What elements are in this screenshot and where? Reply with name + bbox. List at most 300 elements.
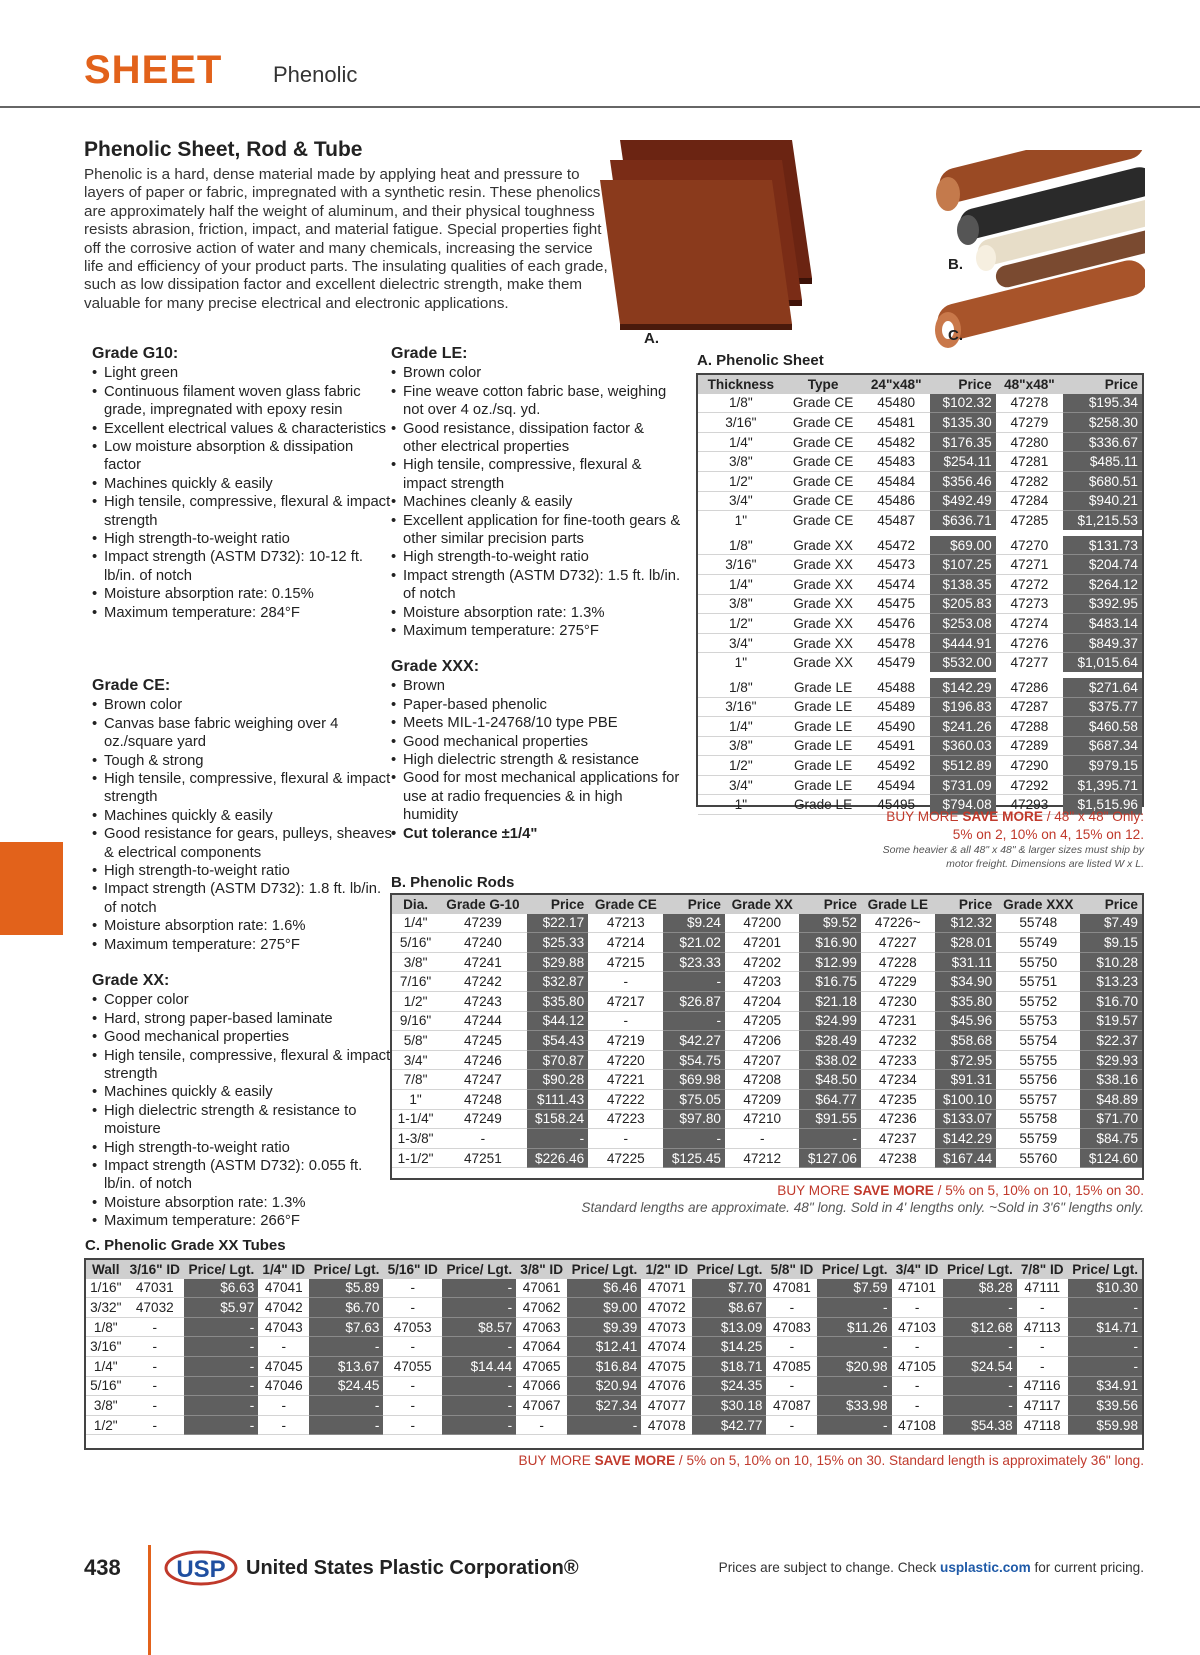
table-cell: 47234 bbox=[861, 1070, 935, 1090]
bullet-item: • Hard, strong paper-based laminate bbox=[92, 1010, 392, 1028]
table-cell: 47282 bbox=[996, 471, 1064, 491]
table-cell: 47245 bbox=[439, 1031, 527, 1051]
table-cell: 47108 bbox=[892, 1415, 943, 1435]
bullet-item: • Light green bbox=[92, 364, 392, 382]
table-cell: 47221 bbox=[588, 1070, 663, 1090]
column-header: Price/ Lgt. bbox=[309, 1260, 383, 1279]
grade-le-title: Grade LE: bbox=[391, 345, 468, 362]
table-cell: $13.23 bbox=[1080, 972, 1142, 992]
buy-more-strong: SAVE MORE bbox=[594, 1453, 676, 1468]
table-cell: $59.98 bbox=[1068, 1415, 1142, 1435]
table-cell: 45478 bbox=[862, 633, 930, 653]
column-header: Price/ Lgt. bbox=[567, 1260, 641, 1279]
product-intro: Phenolic is a hard, dense material made by applying heat and pressure to layers of paper or fabric, impregnated with a synthetic resin. These phenolics are approximately half the weight of aluminum, and their physical toughness resists abrasion, friction, impact, and material fatigue. Special properties fight off the corrosive action of water and many chemicals, increasing the service life and efficiency of your product parts. The insulating qualities of each grade, such as low dissipation factor and excellent dielectric strength, make them valuable for many precise electrical and electronic applications. bbox=[84, 166, 608, 312]
column-header: Price bbox=[663, 895, 725, 914]
table-cell: - bbox=[383, 1298, 442, 1318]
table-cell: - bbox=[588, 1129, 663, 1149]
table-cell: 47064 bbox=[516, 1337, 567, 1357]
bullet-item: • Moisture absorption rate: 1.6% bbox=[92, 917, 392, 935]
table-cell: - bbox=[309, 1396, 383, 1416]
table-cell: Grade CE bbox=[784, 511, 863, 533]
table-cell: 5/8" bbox=[392, 1031, 439, 1051]
table-row bbox=[392, 972, 1142, 992]
bullet-item: • Machines quickly & easily bbox=[92, 807, 392, 825]
table-cell: - bbox=[309, 1415, 383, 1435]
table-cell: 47113 bbox=[1017, 1317, 1068, 1337]
table-cell: 47278 bbox=[996, 394, 1064, 413]
rods-length-note: Standard lengths are approximate. 48" long. Sold in 4' lengths only. ~Sold in 3'6" lengths only. bbox=[581, 1200, 1144, 1215]
table-cell: $38.02 bbox=[799, 1050, 861, 1070]
table-cell: 47273 bbox=[996, 594, 1064, 614]
table-cell: 47277 bbox=[996, 653, 1064, 675]
bullet-item: • Impact strength (ASTM D732): 1.8 ft. lb/in. of notch bbox=[92, 880, 392, 917]
table-cell: 47228 bbox=[861, 952, 935, 972]
grade-xxx-tolerance: • Cut tolerance ±1/4" bbox=[391, 825, 681, 843]
table-cell: - bbox=[1017, 1356, 1068, 1376]
table-cell: $849.37 bbox=[1063, 633, 1142, 653]
table-cell: - bbox=[1017, 1337, 1068, 1357]
table-cell: 47101 bbox=[892, 1279, 943, 1298]
column-header: Price/ Lgt. bbox=[184, 1260, 258, 1279]
table-cell: 47055 bbox=[383, 1356, 442, 1376]
table-cell: - bbox=[766, 1298, 817, 1318]
buy-more-strong: SAVE MORE bbox=[853, 1183, 934, 1198]
table-cell: 47042 bbox=[258, 1298, 309, 1318]
buy-more-rest: / 48" x 48" Only: bbox=[1042, 809, 1144, 824]
table-cell: 55758 bbox=[996, 1109, 1080, 1129]
bullet-item: • High tensile, compressive, flexural & impact strength bbox=[92, 1047, 392, 1084]
table-cell: 47244 bbox=[439, 1011, 527, 1031]
table-cell: 47235 bbox=[861, 1089, 935, 1109]
table-cell: Grade CE bbox=[784, 452, 863, 472]
column-header: 1/2" ID bbox=[641, 1260, 692, 1279]
table-cell: - bbox=[126, 1356, 185, 1376]
column-header: 7/8" ID bbox=[1017, 1260, 1068, 1279]
table-cell: - bbox=[766, 1376, 817, 1396]
table-row bbox=[392, 1089, 1142, 1109]
table-cell: 45475 bbox=[862, 594, 930, 614]
table-cell: Grade XX bbox=[784, 614, 863, 634]
table-cell: 3/16" bbox=[698, 555, 784, 575]
table-cell: - bbox=[943, 1298, 1017, 1318]
table-cell: $483.14 bbox=[1063, 614, 1142, 634]
pricing-note-suffix: for current pricing. bbox=[1030, 1560, 1144, 1575]
bullet-item: • Copper color bbox=[92, 991, 392, 1009]
table-cell: $84.75 bbox=[1080, 1129, 1142, 1149]
table-cell: 5/16" bbox=[86, 1376, 126, 1396]
table-cell: $460.58 bbox=[1063, 717, 1142, 737]
table-cell: $97.80 bbox=[663, 1109, 725, 1129]
table-cell: Grade CE bbox=[784, 471, 863, 491]
column-header: 48"x48" bbox=[996, 375, 1064, 394]
table-cell: 47274 bbox=[996, 614, 1064, 634]
column-header: Price bbox=[799, 895, 861, 914]
table-cell: 45487 bbox=[862, 511, 930, 533]
table-cell: Grade XX bbox=[784, 574, 863, 594]
table-cell: $794.08 bbox=[930, 795, 996, 815]
table-cell: $6.63 bbox=[184, 1279, 258, 1298]
bullet-item: • Impact strength (ASTM D732): 10-12 ft. lb/in. of notch bbox=[92, 548, 392, 585]
table-cell: 47215 bbox=[588, 952, 663, 972]
buy-more-strong: SAVE MORE bbox=[962, 809, 1043, 824]
phenolic-rods-image bbox=[920, 150, 1145, 355]
table-cell: 45480 bbox=[862, 394, 930, 413]
table-row bbox=[392, 1031, 1142, 1051]
table-cell: 47062 bbox=[516, 1298, 567, 1318]
table-cell: $1,015.64 bbox=[1063, 653, 1142, 675]
table-cell: 47046 bbox=[258, 1376, 309, 1396]
table-cell: $44.12 bbox=[527, 1011, 589, 1031]
table-cell: 55751 bbox=[996, 972, 1080, 992]
table-row bbox=[698, 633, 1142, 653]
table-row bbox=[698, 511, 1142, 533]
table-cell: 47217 bbox=[588, 991, 663, 1011]
table-cell: $54.43 bbox=[527, 1031, 589, 1051]
table-cell: 47286 bbox=[996, 675, 1064, 697]
table-cell: 7/8" bbox=[392, 1070, 439, 1090]
bullet-item: • High tensile, compressive, flexural & impact strength bbox=[92, 770, 392, 807]
grade-g10-block bbox=[92, 345, 392, 622]
bullet-item: • Good mechanical properties bbox=[391, 733, 681, 751]
table-row bbox=[86, 1396, 1142, 1416]
grade-xxx-block bbox=[391, 658, 681, 843]
table-cell: 1/8" bbox=[698, 533, 784, 555]
table-cell: $20.94 bbox=[567, 1376, 641, 1396]
table-cell: 45490 bbox=[862, 717, 930, 737]
table-cell: 45474 bbox=[862, 574, 930, 594]
table-cell: 47281 bbox=[996, 452, 1064, 472]
sheet-buy-more bbox=[700, 809, 1144, 824]
table-cell: $24.99 bbox=[799, 1011, 861, 1031]
bullet-item: • Continuous filament woven glass fabric grade, impregnated with epoxy resin bbox=[92, 383, 392, 420]
column-header: Grade XX bbox=[725, 895, 800, 914]
header-divider bbox=[0, 106, 1200, 108]
grade-ce-list bbox=[92, 696, 392, 954]
table-cell: 47053 bbox=[383, 1317, 442, 1337]
table-cell: 47243 bbox=[439, 991, 527, 1011]
table-cell: Grade LE bbox=[784, 736, 863, 756]
table-cell: $979.15 bbox=[1063, 756, 1142, 776]
table-cell: $48.50 bbox=[799, 1070, 861, 1090]
sheet-table-title: A. Phenolic Sheet bbox=[697, 352, 824, 369]
column-header: 24"x48" bbox=[862, 375, 930, 394]
table-cell: $35.80 bbox=[527, 991, 589, 1011]
table-cell: $21.02 bbox=[663, 933, 725, 953]
table-cell: 1-3/8" bbox=[392, 1129, 439, 1149]
column-header: Grade CE bbox=[588, 895, 663, 914]
table-cell: - bbox=[184, 1376, 258, 1396]
table-cell: 47232 bbox=[861, 1031, 935, 1051]
table-cell: 1/4" bbox=[698, 717, 784, 737]
table-cell: 45483 bbox=[862, 452, 930, 472]
table-cell: 55756 bbox=[996, 1070, 1080, 1090]
table-cell: 55760 bbox=[996, 1148, 1080, 1168]
table-cell: 47103 bbox=[892, 1317, 943, 1337]
table-cell: 47287 bbox=[996, 697, 1064, 717]
image-label-a: A. bbox=[644, 330, 659, 347]
table-cell: 47229 bbox=[861, 972, 935, 992]
bullet-item: • High strength-to-weight ratio bbox=[92, 530, 392, 548]
table-cell: $195.34 bbox=[1063, 394, 1142, 413]
table-cell: 55753 bbox=[996, 1011, 1080, 1031]
website-link[interactable]: usplastic.com bbox=[940, 1560, 1031, 1575]
buy-more-prefix: BUY MORE bbox=[777, 1183, 854, 1198]
table-cell: 55755 bbox=[996, 1050, 1080, 1070]
table-cell: 47241 bbox=[439, 952, 527, 972]
buy-more-rest: / 5% on 5, 10% on 10, 15% on 30. Standard length is approximately 36" long. bbox=[675, 1453, 1144, 1468]
table-cell: $444.91 bbox=[930, 633, 996, 653]
grade-g10-list bbox=[92, 364, 392, 622]
table-cell: - bbox=[943, 1337, 1017, 1357]
table-cell: 3/8" bbox=[698, 736, 784, 756]
table-cell: - bbox=[663, 1129, 725, 1149]
table-cell: 47237 bbox=[861, 1129, 935, 1149]
table-cell: $24.45 bbox=[309, 1376, 383, 1396]
table-cell: 47205 bbox=[725, 1011, 800, 1031]
table-cell: Grade CE bbox=[784, 413, 863, 433]
table-cell: 47271 bbox=[996, 555, 1064, 575]
table-cell: $142.29 bbox=[935, 1129, 997, 1149]
table-cell: $1,515.96 bbox=[1063, 795, 1142, 815]
table-cell: $23.33 bbox=[663, 952, 725, 972]
table-cell: $241.26 bbox=[930, 717, 996, 737]
table-cell: 47220 bbox=[588, 1050, 663, 1070]
bullet-item: • Brown bbox=[391, 677, 681, 695]
grade-le-block bbox=[391, 345, 681, 641]
company-name: United States Plastic Corporation® bbox=[246, 1557, 579, 1579]
grade-ce-block bbox=[92, 677, 392, 954]
table-cell: 9/16" bbox=[392, 1011, 439, 1031]
table-cell: 47247 bbox=[439, 1070, 527, 1090]
table-row bbox=[86, 1356, 1142, 1376]
table-cell: - bbox=[663, 972, 725, 992]
table-row bbox=[698, 594, 1142, 614]
table-cell: - bbox=[126, 1317, 185, 1337]
table-cell: $31.11 bbox=[935, 952, 997, 972]
table-cell: 47225 bbox=[588, 1148, 663, 1168]
bullet-item: • Good resistance for gears, pulleys, sheaves & electrical components bbox=[92, 825, 392, 862]
bullet-item: • High strength-to-weight ratio bbox=[92, 862, 392, 880]
table-cell: 47065 bbox=[516, 1356, 567, 1376]
table-row bbox=[392, 1129, 1142, 1149]
table-cell: $10.30 bbox=[1068, 1279, 1142, 1298]
table-cell: $532.00 bbox=[930, 653, 996, 675]
table-cell: - bbox=[817, 1337, 891, 1357]
table-cell: - bbox=[799, 1129, 861, 1149]
table-cell: $264.12 bbox=[1063, 574, 1142, 594]
table-cell: $205.83 bbox=[930, 594, 996, 614]
table-cell: - bbox=[892, 1396, 943, 1416]
table-cell: 47041 bbox=[258, 1279, 309, 1298]
table-cell: - bbox=[943, 1376, 1017, 1396]
table-cell: - bbox=[817, 1298, 891, 1318]
table-row bbox=[698, 775, 1142, 795]
table-cell: $7.59 bbox=[817, 1279, 891, 1298]
table-cell: 47292 bbox=[996, 775, 1064, 795]
table-cell: - bbox=[126, 1376, 185, 1396]
table-cell: $9.52 bbox=[799, 914, 861, 933]
table-cell: $124.60 bbox=[1080, 1148, 1142, 1168]
table-cell: $69.98 bbox=[663, 1070, 725, 1090]
column-header: 3/8" ID bbox=[516, 1260, 567, 1279]
table-cell: 3/32" bbox=[86, 1298, 126, 1318]
table-cell: 47249 bbox=[439, 1109, 527, 1129]
table-cell: 47061 bbox=[516, 1279, 567, 1298]
table-cell: 47223 bbox=[588, 1109, 663, 1129]
bullet-item: • Maximum temperature: 275°F bbox=[391, 622, 681, 640]
table-cell: $5.97 bbox=[184, 1298, 258, 1318]
section-side-tab bbox=[0, 842, 63, 935]
table-cell: 1/2" bbox=[698, 614, 784, 634]
table-cell: $226.46 bbox=[527, 1148, 589, 1168]
bullet-item: • Moisture absorption rate: 1.3% bbox=[391, 604, 681, 622]
table-cell: - bbox=[817, 1376, 891, 1396]
table-cell: $5.89 bbox=[309, 1279, 383, 1298]
table-cell: $26.87 bbox=[663, 991, 725, 1011]
table-cell: 55757 bbox=[996, 1089, 1080, 1109]
table-row bbox=[698, 432, 1142, 452]
table-cell: $39.56 bbox=[1068, 1396, 1142, 1416]
table-cell: 47066 bbox=[516, 1376, 567, 1396]
table-cell: - bbox=[516, 1415, 567, 1435]
bullet-item: • Machines quickly & easily bbox=[92, 475, 392, 493]
table-cell: Grade CE bbox=[784, 432, 863, 452]
table-cell: 47270 bbox=[996, 533, 1064, 555]
table-cell: 1-1/2" bbox=[392, 1148, 439, 1168]
table-row bbox=[392, 1011, 1142, 1031]
table-cell: - bbox=[588, 972, 663, 992]
table-row bbox=[392, 1050, 1142, 1070]
table-cell: 5/16" bbox=[392, 933, 439, 953]
table-cell: - bbox=[892, 1337, 943, 1357]
table-cell: 47074 bbox=[641, 1337, 692, 1357]
table-cell: 47233 bbox=[861, 1050, 935, 1070]
column-header: Thickness bbox=[698, 375, 784, 394]
table-cell: 3/8" bbox=[698, 452, 784, 472]
table-cell: Grade LE bbox=[784, 795, 863, 815]
table-cell: $16.84 bbox=[567, 1356, 641, 1376]
image-label-b: B. bbox=[948, 256, 963, 273]
tubes-table-title: C. Phenolic Grade XX Tubes bbox=[85, 1237, 286, 1254]
table-cell: $12.32 bbox=[935, 914, 997, 933]
table-cell: - bbox=[309, 1337, 383, 1357]
table-cell: 47213 bbox=[588, 914, 663, 933]
table-cell: - bbox=[567, 1415, 641, 1435]
table-cell: - bbox=[126, 1337, 185, 1357]
bullet-item: • Moisture absorption rate: 0.15% bbox=[92, 585, 392, 603]
bullet-item: • Meets MIL-1-24768/10 type PBE bbox=[391, 714, 681, 732]
table-cell: $21.18 bbox=[799, 991, 861, 1011]
table-cell: - bbox=[383, 1376, 442, 1396]
section-subtitle: Phenolic bbox=[273, 62, 358, 87]
table-cell: Grade XX bbox=[784, 653, 863, 675]
table-cell: $32.87 bbox=[527, 972, 589, 992]
table-cell: $111.43 bbox=[527, 1089, 589, 1109]
table-cell: Grade CE bbox=[784, 491, 863, 511]
table-cell: 45488 bbox=[862, 675, 930, 697]
table-cell: $9.24 bbox=[663, 914, 725, 933]
table-cell: 47207 bbox=[725, 1050, 800, 1070]
bullet-item: • Canvas base fabric weighing over 4 oz./square yard bbox=[92, 715, 392, 752]
table-cell: 1-1/4" bbox=[392, 1109, 439, 1129]
bullet-item: • Excellent application for fine-tooth gears & other similar precision parts bbox=[391, 512, 681, 549]
table-cell: 45476 bbox=[862, 614, 930, 634]
table-cell: $16.90 bbox=[799, 933, 861, 953]
table-cell: $9.00 bbox=[567, 1298, 641, 1318]
table-cell: 1/4" bbox=[392, 914, 439, 933]
table-cell: 45484 bbox=[862, 471, 930, 491]
table-cell: 1/8" bbox=[698, 394, 784, 413]
table-cell: - bbox=[663, 1011, 725, 1031]
table-cell: $29.93 bbox=[1080, 1050, 1142, 1070]
column-header: 5/8" ID bbox=[766, 1260, 817, 1279]
footer-accent-bar bbox=[148, 1545, 151, 1655]
column-header: Wall bbox=[86, 1260, 126, 1279]
table-row bbox=[698, 471, 1142, 491]
bullet-item: • Paper-based phenolic bbox=[391, 696, 681, 714]
table-cell: $336.67 bbox=[1063, 432, 1142, 452]
table-cell: $28.49 bbox=[799, 1031, 861, 1051]
table-cell: 45472 bbox=[862, 533, 930, 555]
table-cell: 47031 bbox=[126, 1279, 185, 1298]
table-cell: 45492 bbox=[862, 756, 930, 776]
column-header: Price bbox=[930, 375, 996, 394]
page-number: 438 bbox=[84, 1555, 121, 1580]
table-cell: 55754 bbox=[996, 1031, 1080, 1051]
table-cell: 47085 bbox=[766, 1356, 817, 1376]
table-cell: $8.67 bbox=[692, 1298, 766, 1318]
table-cell: 45495 bbox=[862, 795, 930, 815]
table-cell: 47251 bbox=[439, 1148, 527, 1168]
bullet-item: • Maximum temperature: 284°F bbox=[92, 604, 392, 622]
rods-table-title: B. Phenolic Rods bbox=[391, 874, 515, 891]
table-cell: 1/4" bbox=[698, 574, 784, 594]
table-row bbox=[392, 1109, 1142, 1129]
table-cell: $492.49 bbox=[930, 491, 996, 511]
table-cell: $258.30 bbox=[1063, 413, 1142, 433]
table-cell: $7.70 bbox=[692, 1279, 766, 1298]
table-cell: $7.63 bbox=[309, 1317, 383, 1337]
table-cell: 3/16" bbox=[86, 1337, 126, 1357]
table-cell: $392.95 bbox=[1063, 594, 1142, 614]
table-cell: - bbox=[817, 1415, 891, 1435]
table-row bbox=[698, 697, 1142, 717]
usp-logo-text: USP bbox=[176, 1556, 226, 1583]
grade-xxx-list bbox=[391, 677, 681, 824]
rods-table bbox=[392, 895, 1142, 1168]
bullet-item: • Fine weave cotton fabric base, weighing not over 4 oz./sq. yd. bbox=[391, 383, 681, 420]
table-cell: 47203 bbox=[725, 972, 800, 992]
bullet-item: • Maximum temperature: 275°F bbox=[92, 936, 392, 954]
tubes-table bbox=[86, 1260, 1142, 1435]
column-header: 5/16" ID bbox=[383, 1260, 442, 1279]
table-cell: 47077 bbox=[641, 1396, 692, 1416]
table-cell: - bbox=[258, 1415, 309, 1435]
table-cell: $158.24 bbox=[527, 1109, 589, 1129]
table-cell: 47210 bbox=[725, 1109, 800, 1129]
table-cell: $375.77 bbox=[1063, 697, 1142, 717]
table-cell: $14.44 bbox=[442, 1356, 516, 1376]
table-cell: - bbox=[1068, 1356, 1142, 1376]
bullet-item: • Good for most mechanical applications for use at radio frequencies & in high humidity bbox=[391, 769, 681, 824]
table-cell: $70.87 bbox=[527, 1050, 589, 1070]
table-cell: Grade LE bbox=[784, 756, 863, 776]
table-cell: - bbox=[184, 1317, 258, 1337]
table-row bbox=[698, 717, 1142, 737]
table-row bbox=[86, 1415, 1142, 1435]
bullet-item: • Machines cleanly & easily bbox=[391, 493, 681, 511]
buy-more-prefix: BUY MORE bbox=[518, 1453, 595, 1468]
